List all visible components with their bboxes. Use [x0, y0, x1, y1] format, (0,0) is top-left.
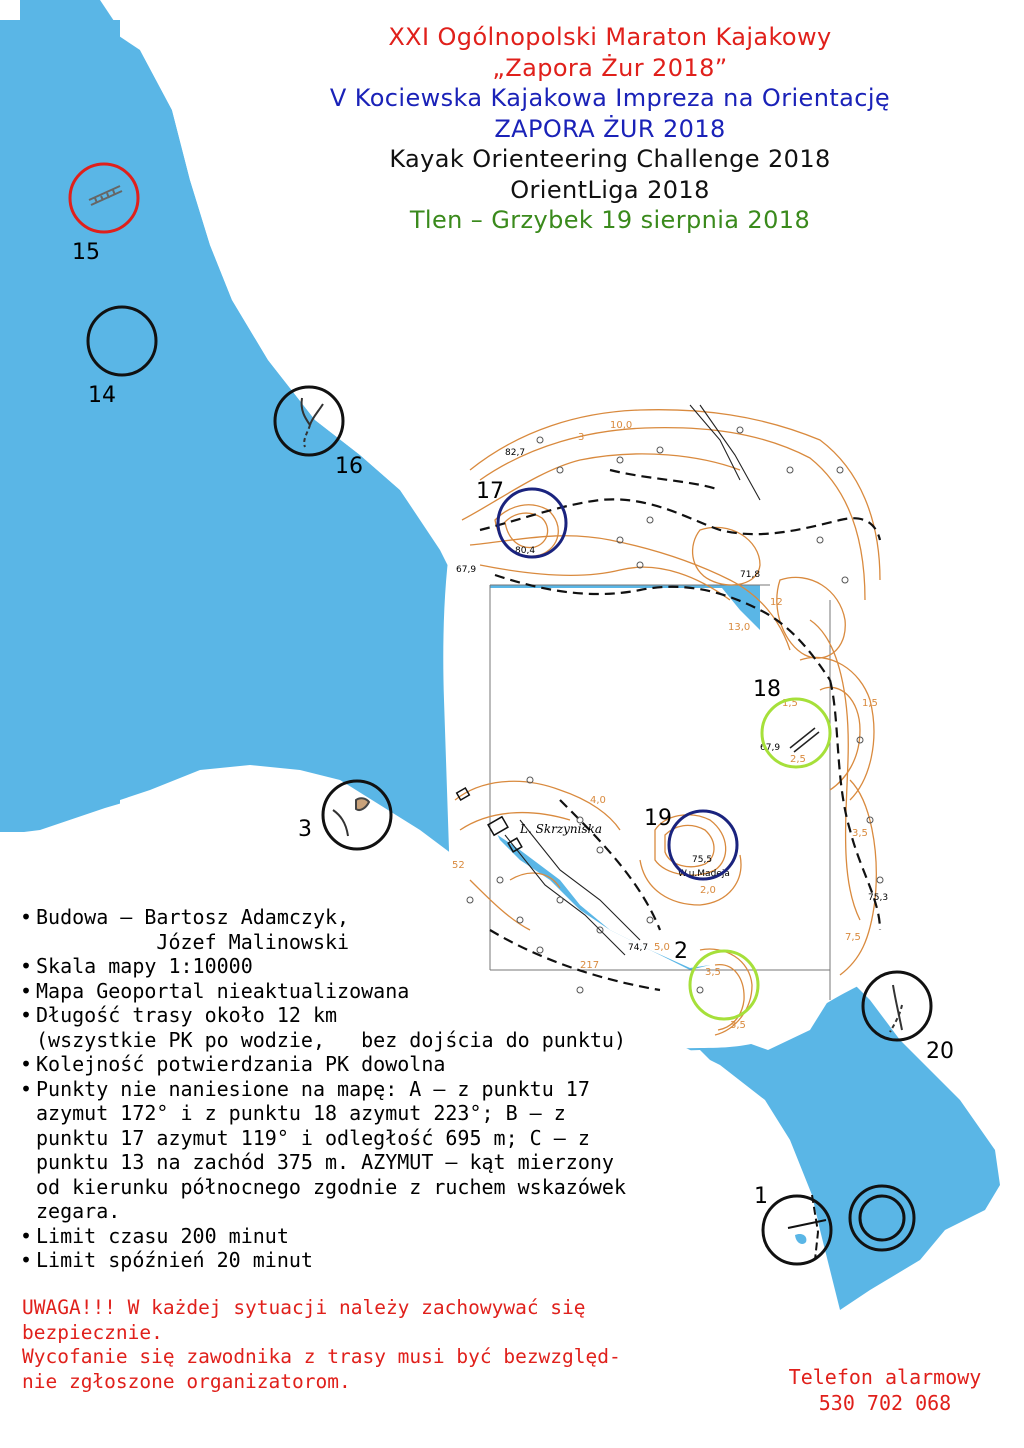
- phone-label: Telefon alarmowy: [788, 1365, 982, 1389]
- title-line: OrientLiga 2018: [510, 175, 710, 204]
- info-item: [20, 1003, 660, 1052]
- safety-warning: [22, 1296, 682, 1394]
- control-number: 14: [88, 383, 116, 408]
- warning-line: nie zgłoszone organizatorom.: [22, 1369, 351, 1393]
- warning-line: bezpiecznie.: [22, 1320, 163, 1344]
- depth-label: 3,5: [852, 828, 868, 839]
- control-number: 16: [335, 454, 363, 479]
- title-line: Tlen – Grzybek 19 sierpnia 2018: [409, 206, 811, 234]
- info-line: punktu 13 na zachód 375 m. AZYMUT – kąt mierzony: [36, 1150, 614, 1174]
- info-line: • Limit spóźnień 20 minut: [36, 1248, 313, 1272]
- info-line: • Skala mapy 1:10000: [36, 954, 253, 978]
- info-line: • Limit czasu 200 minut: [36, 1223, 289, 1248]
- height-label: 71,8: [740, 570, 761, 580]
- phone-number[interactable]: 530 702 068: [818, 1391, 952, 1415]
- title-line: V Kociewska Kajakowa Impreza na Orientację: [329, 84, 891, 112]
- info-line: azymut 172° i z punktu 18 azymut 223°; B – z: [36, 1101, 566, 1125]
- height-label: 74,7: [628, 943, 649, 953]
- info-list: [20, 905, 660, 1273]
- depth-label: 2,5: [790, 754, 806, 765]
- height-label: 82,7: [505, 448, 526, 458]
- info-item: [20, 1077, 660, 1224]
- depth-label: 13,0: [728, 622, 751, 633]
- info-item: [20, 1052, 660, 1077]
- height-label: 67,9: [760, 743, 781, 753]
- depth-label: 7,5: [845, 932, 861, 943]
- depth-label: 12: [770, 597, 783, 608]
- info-item: [20, 979, 660, 1004]
- info-line: • Kolejność potwierdzania PK dowolna: [36, 1052, 446, 1076]
- control-number: 17: [476, 479, 504, 504]
- title-line: XXI Ogólnopolski Maraton Kajakowy: [388, 23, 832, 51]
- info-line: Józef Malinowski: [36, 929, 350, 954]
- control-number: 2: [674, 939, 688, 964]
- height-label: 67,9: [456, 565, 477, 575]
- info-line: • Mapa Geoportal nieaktualizowana: [36, 978, 410, 1003]
- info-line: • Budowa – Bartosz Adamczyk,: [36, 905, 350, 929]
- info-item: [20, 954, 660, 979]
- control-number: 19: [644, 806, 672, 831]
- depth-label: 217: [580, 960, 600, 971]
- depth-label: 3: [578, 432, 585, 443]
- height-label: 75,3: [868, 893, 889, 903]
- course-info: [20, 905, 660, 1273]
- info-item: [20, 1224, 660, 1249]
- info-line: (wszystkie PK po wodzie, bez dojścia do punktu): [36, 1027, 627, 1052]
- info-line: od kierunku północnego zgodnie z ruchem wskazówek: [36, 1174, 627, 1199]
- height-label: 75,5: [692, 855, 713, 865]
- depth-label: 3,5: [730, 1020, 746, 1031]
- info-item: [20, 905, 660, 954]
- info-line: zegara.: [36, 1199, 121, 1223]
- title-line: ZAPORA ŻUR 2018: [494, 114, 726, 143]
- depth-label: 52: [452, 860, 465, 871]
- control-number: 1: [754, 1184, 768, 1209]
- lake-name-label: L. Skrzyniska: [520, 822, 603, 836]
- depth-label: 4,0: [590, 795, 606, 806]
- depth-label: 5,0: [654, 942, 670, 953]
- control-number: 3: [298, 817, 312, 842]
- depth-label: 10,0: [610, 420, 633, 431]
- control-number: 18: [753, 677, 781, 702]
- info-line: • Długość trasy około 12 km: [36, 1003, 338, 1027]
- depth-label: 2,0: [700, 885, 716, 896]
- depth-label: 1,5: [862, 698, 878, 709]
- info-item: [20, 1248, 660, 1273]
- title-line: „Zapora Żur 2018”: [492, 53, 728, 82]
- warning-line: UWAGA!!! W każdej sytuacji należy zachowywać się: [22, 1296, 586, 1319]
- depth-label: 1,5: [782, 698, 798, 709]
- warning-line: Wycofanie się zawodnika z trasy musi być bezwzględ-: [22, 1345, 621, 1368]
- place-label: W.u.Madeja: [678, 869, 730, 879]
- emergency-phone: [770, 1364, 1000, 1416]
- title-block: [260, 22, 960, 236]
- info-line: • Punkty nie naniesione na mapę: A – z punktu 17: [36, 1076, 590, 1101]
- height-label: 80,4: [515, 546, 536, 556]
- depth-label: 3,5: [705, 967, 721, 978]
- control-number: 20: [926, 1039, 954, 1064]
- info-line: punktu 17 azymut 119° i odległość 695 m; C – z: [36, 1125, 590, 1150]
- title-line: Kayak Orienteering Challenge 2018: [389, 145, 831, 173]
- control-number: 15: [72, 240, 100, 265]
